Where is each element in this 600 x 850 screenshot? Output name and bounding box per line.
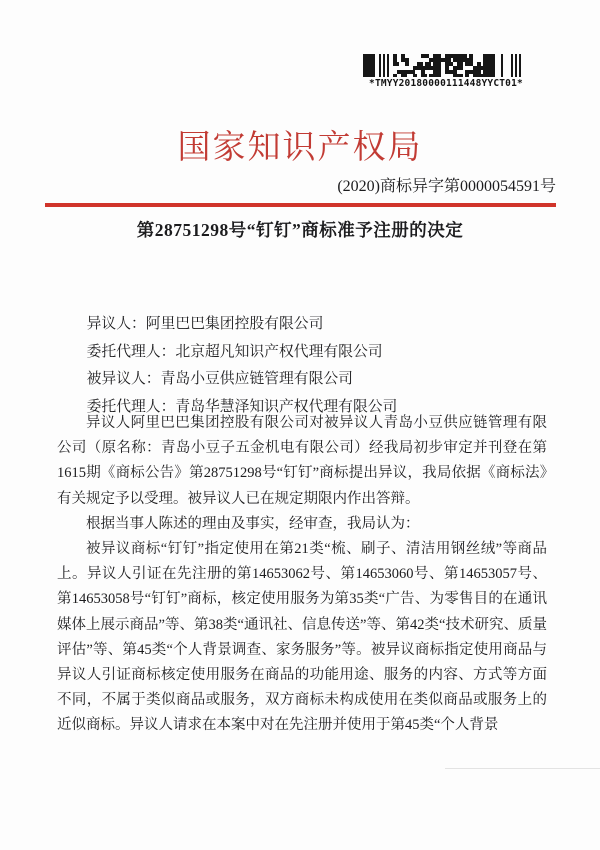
- decision-title: 第28751298号“钉钉”商标准予注册的决定: [136, 220, 464, 240]
- header-divider-rule: [45, 203, 556, 207]
- party-value: 阿里巴巴集团控股有限公司: [145, 316, 324, 332]
- party-value: 北京超凡知识产权代理有限公司: [175, 343, 383, 360]
- paragraph-review-lead: 根据当事人陈述的理由及事实，经审查，我局认为：: [86, 515, 420, 532]
- party-line-respondent: [57, 366, 549, 394]
- paragraph-case-intro: 异议人阿里巴巴集团控股有限公司对被异议人青岛小豆供应链管理有限公司（原名称：青岛小豆子五金机电有限公司）经我局初步审定并刊登在第1615期《商标公告》第28751298号“钉钉”商标提出异议，我局依据《商标法》有关规定予以受理。被异议人已在规定期限内作出答辩。: [57, 415, 547, 507]
- body-text-block: [57, 411, 547, 739]
- barcode-text: *TMYY20180000111448YYCT01*: [369, 78, 523, 89]
- parties-block: [57, 311, 549, 422]
- scan-artifact-line: [445, 768, 600, 769]
- party-label: 委托代理人：: [86, 399, 176, 416]
- party-value: 青岛小豆供应链管理有限公司: [160, 371, 353, 388]
- party-label: 异议人：: [86, 316, 146, 332]
- party-line-opponent-agent: [57, 339, 549, 367]
- party-line-opponent: [57, 311, 549, 339]
- authority-title: 国家知识产权局: [177, 130, 423, 166]
- party-label: 委托代理人：: [86, 343, 176, 360]
- barcode-block: [363, 54, 529, 89]
- barcode-image: [363, 54, 527, 77]
- party-label: 被异议人：: [86, 371, 161, 388]
- party-value: 青岛华慧泽知识产权代理有限公司: [175, 399, 398, 416]
- paragraph-findings: 被异议商标“钉钉”指定使用在第21类“梳、刷子、清洁用钢丝绒”等商品上。异议人引证在先注册的第14653062号、第14653060号、第14653057号、第14653058号“钉钉”商标，核定使用服务为第35类“广告、为零售目的在通讯媒体上展示商品”等、第38类“通讯社、信息传送”等、第42类“技术研究、质量评估”等、第45类“个人背景调查、家务服务”等。被异议商标指定使用商品与异议人引证商标核定使用服务在商品的功能用途、服务的内容、方式等方面不同，不属于类似商品或服务，双方商标未构成使用在类似商品或服务上的近似商标。异议人请求在本案中对在先注册并使用于第45类“个人背景: [57, 541, 547, 734]
- doc-number: (2020)商标异字第0000054591号: [337, 178, 556, 195]
